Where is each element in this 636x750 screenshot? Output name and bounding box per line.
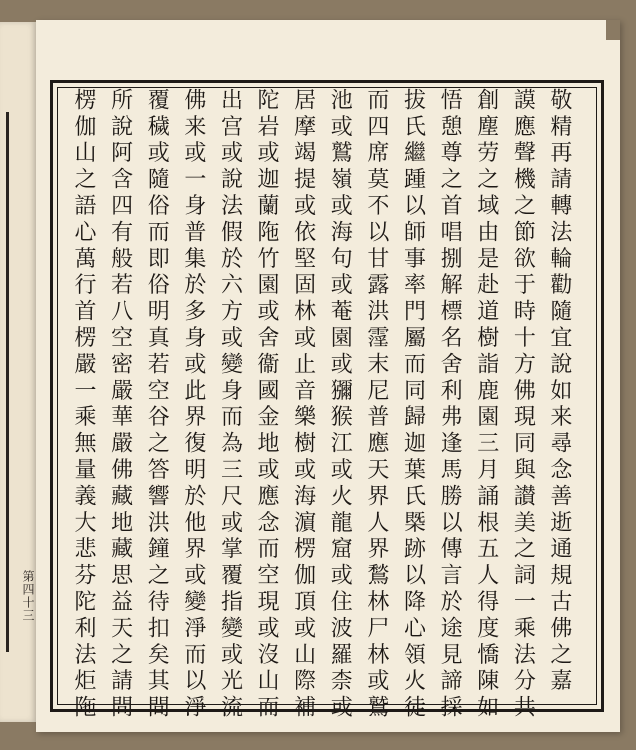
page-corner (606, 20, 620, 40)
text-column-12: 覆穢或隨俗而即俗明真若空谷之答響洪鐘之待扣矣其間 (144, 88, 170, 722)
text-column-5: 拔氏繼踵以師事率門屬而同歸迦葉氏槩跡以降心領火徒 (400, 88, 426, 722)
text-column-14: 楞伽山之語心萬行首楞嚴一乘無量義大悲芬陀利法炬陁 (71, 88, 96, 722)
vertical-text-block (70, 88, 572, 722)
book-page (36, 20, 620, 732)
text-column-4: 悟憩尊之首唱捌解標名舍利弗逢馬勝以傳言於途見諦採 (437, 88, 463, 722)
previous-page-edge (0, 22, 37, 722)
text-column-3: 創塵劳之域由是赴道樹詣鹿園三月誦根五人得度憍陳如 (473, 88, 499, 722)
page-number: 第四十三 (21, 570, 35, 622)
text-column-2: 謨應聲機之節欲于時十方佛現同與讃美之詞一乘法分共 (510, 88, 536, 722)
text-column-11: 佛来或一身普集於多身或此界復明於他界或變淨而以淨 (180, 88, 206, 722)
text-column-6: 而四席莫不以甘露洪霪末尼普應天界人界鶖林尸林或鷲 (363, 88, 389, 722)
text-column-8: 居摩竭提或依堅固林或止音樂樹或海濵楞伽頂或山際補 (290, 88, 316, 722)
text-column-1: 敬精再請轉法輪勸隨宜說如来尋念善逝通規古佛之嘉 (546, 88, 572, 696)
text-column-13: 所說阿含四有般若八空密嚴華嚴佛藏地藏思益天之請問 (107, 88, 133, 722)
text-column-9: 陀岩或迦蘭陁竹園或舍衞國金地或應念而空現或沒山而 (254, 88, 280, 722)
text-column-7: 池或鷲嶺或海句或菴園或獼猴江或火龍窟或住波羅柰或 (327, 88, 353, 722)
previous-page-border-rule (6, 112, 9, 652)
text-column-10: 出宫或說法假於六方或變身而為三尺或掌覆指變或光流 (217, 88, 243, 722)
